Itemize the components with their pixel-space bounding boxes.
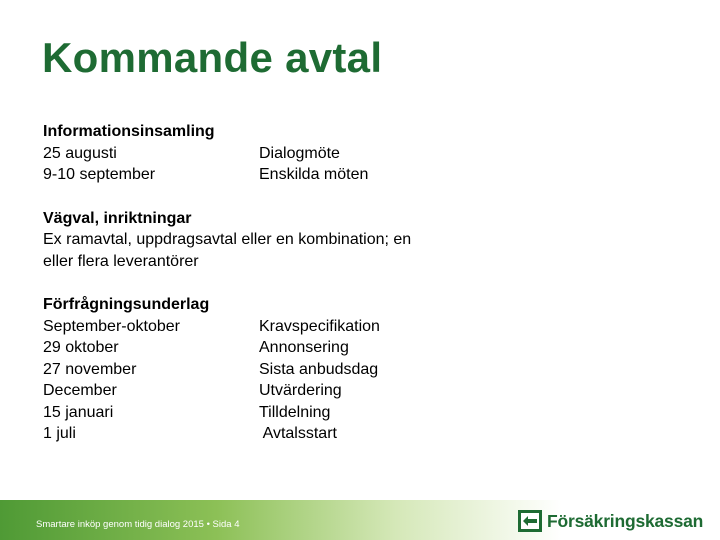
schedule-event: Annonsering: [259, 339, 349, 356]
logo: [518, 510, 703, 532]
section-heading-forfragningsunderlag: Förfrågningsunderlag: [43, 296, 210, 313]
schedule-date: 15 januari: [43, 404, 114, 421]
schedule-event: Utvärdering: [259, 382, 342, 399]
body-line: eller flera leverantörer: [43, 253, 199, 270]
schedule-date: 29 oktober: [43, 339, 119, 356]
schedule-event: Sista anbudsdag: [259, 361, 379, 378]
logo-mark-icon: [518, 510, 542, 532]
schedule-date: December: [43, 382, 117, 399]
section-heading-informationsinsamling: Informationsinsamling: [43, 123, 215, 140]
footer-text: Smartare inköp genom tidig dialog 2015 • Sida 4: [36, 519, 240, 530]
section-heading-vagval: Vägval, inriktningar: [43, 210, 192, 227]
schedule-date: 25 augusti: [43, 145, 117, 162]
schedule-date: 27 november: [43, 361, 137, 378]
schedule-date: September-oktober: [43, 318, 180, 335]
logo-text: Försäkringskassan: [547, 510, 704, 531]
slide-title: Kommande avtal: [42, 34, 383, 81]
schedule-event: Tilldelning: [259, 404, 331, 421]
schedule-date: 1 juli: [43, 425, 76, 442]
schedule-event: Avtalsstart: [259, 425, 337, 442]
schedule-event: Kravspecifikation: [259, 318, 380, 335]
schedule-event: Enskilda möten: [259, 166, 369, 183]
schedule-date: 9-10 september: [43, 166, 156, 183]
body-line: Ex ramavtal, uppdragsavtal eller en kombination; en: [43, 231, 412, 248]
schedule-event: Dialogmöte: [259, 145, 340, 162]
